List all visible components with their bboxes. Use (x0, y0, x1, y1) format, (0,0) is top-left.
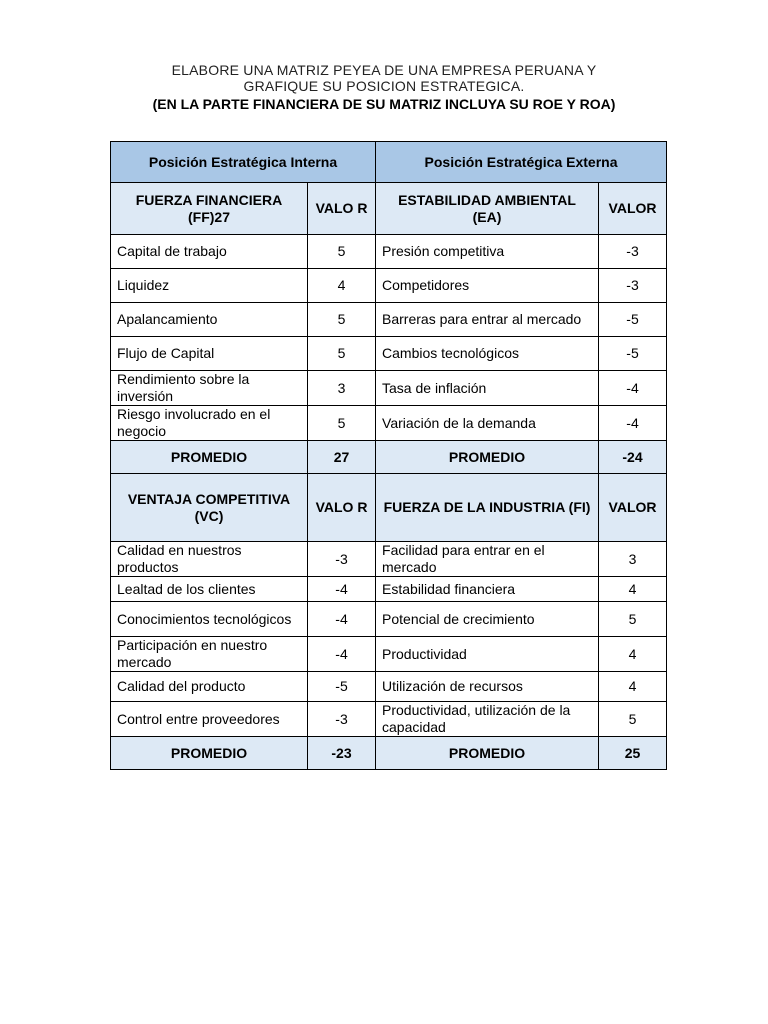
table-row (111, 371, 667, 406)
ea-value-label: VALOR (599, 183, 667, 235)
factor-value: 3 (308, 371, 376, 406)
factor-label: Liquidez (111, 269, 308, 303)
title-line-1: ELABORE UNA MATRIZ PEYEA DE UNA EMPRESA PERUANA Y (171, 62, 597, 78)
average-label: PROMEDIO (376, 441, 599, 474)
table-row (111, 577, 667, 602)
table-row (111, 269, 667, 303)
average-row (111, 737, 667, 770)
factor-value: 5 (308, 337, 376, 371)
factor-value: 4 (599, 637, 667, 672)
title-line-3: (EN LA PARTE FINANCIERA DE SU MATRIZ INCLUYA SU ROE Y ROA) (152, 96, 616, 112)
factor-label: Estabilidad financiera (376, 577, 599, 602)
table-row (111, 602, 667, 637)
factor-label: Participación en nuestro mercado (111, 637, 308, 672)
vc-title: VENTAJA COMPETITIVA (VC) (111, 474, 308, 542)
factor-label: Productividad, utilización de la capacidad (376, 702, 599, 737)
factor-label: Productividad (376, 637, 599, 672)
average-row (111, 441, 667, 474)
table-row (111, 235, 667, 269)
ff-average-value: 27 (308, 441, 376, 474)
fi-title: FUERZA DE LA INDUSTRIA (FI) (376, 474, 599, 542)
internal-position-header: Posición Estratégica Interna (111, 142, 376, 183)
factor-label: Competidores (376, 269, 599, 303)
factor-value: -4 (599, 406, 667, 441)
document-title (0, 62, 768, 113)
factor-value: -4 (308, 637, 376, 672)
factor-value: 3 (599, 542, 667, 577)
factor-label: Calidad en nuestros productos (111, 542, 308, 577)
factor-label: Apalancamiento (111, 303, 308, 337)
table-row (111, 337, 667, 371)
vc-average-value: -23 (308, 737, 376, 770)
factor-value: 4 (599, 577, 667, 602)
average-label: PROMEDIO (111, 441, 308, 474)
factor-label: Utilización de recursos (376, 672, 599, 702)
average-label: PROMEDIO (111, 737, 308, 770)
factor-value: 5 (599, 702, 667, 737)
factor-value: -3 (308, 702, 376, 737)
factor-value: 5 (308, 303, 376, 337)
table-row (111, 672, 667, 702)
title-line-2: GRAFIQUE SU POSICION ESTRATEGICA. (243, 78, 525, 94)
factor-value: -3 (599, 235, 667, 269)
factor-label: Cambios tecnológicos (376, 337, 599, 371)
factor-label: Capital de trabajo (111, 235, 308, 269)
factor-value: -5 (599, 303, 667, 337)
factor-label: Flujo de Capital (111, 337, 308, 371)
ff-title: FUERZA FINANCIERA (FF)27 (111, 183, 308, 235)
factor-value: 5 (308, 235, 376, 269)
table-row (111, 542, 667, 577)
ff-value-label: VALO R (308, 183, 376, 235)
factor-label: Presión competitiva (376, 235, 599, 269)
average-label: PROMEDIO (376, 737, 599, 770)
factor-label: Control entre proveedores (111, 702, 308, 737)
factor-label: Rendimiento sobre la inversión (111, 371, 308, 406)
factor-value: 5 (308, 406, 376, 441)
factor-label: Facilidad para entrar en el mercado (376, 542, 599, 577)
factor-label: Riesgo involucrado en el negocio (111, 406, 308, 441)
factor-value: 4 (599, 672, 667, 702)
factor-value: -3 (308, 542, 376, 577)
ea-average-value: -24 (599, 441, 667, 474)
table-row (111, 702, 667, 737)
fi-average-value: 25 (599, 737, 667, 770)
factor-value: 5 (599, 602, 667, 637)
factor-label: Tasa de inflación (376, 371, 599, 406)
external-position-header: Posición Estratégica Externa (376, 142, 667, 183)
factor-value: 4 (308, 269, 376, 303)
header-row (111, 142, 667, 183)
factor-value: -3 (599, 269, 667, 303)
table-row (111, 637, 667, 672)
factor-label: Variación de la demanda (376, 406, 599, 441)
factor-value: -4 (599, 371, 667, 406)
table-row (111, 406, 667, 441)
factor-value: -5 (599, 337, 667, 371)
fi-value-label: VALOR (599, 474, 667, 542)
factor-value: -5 (308, 672, 376, 702)
ea-title: ESTABILIDAD AMBIENTAL (EA) (376, 183, 599, 235)
peyea-matrix-table (110, 141, 667, 770)
factor-label: Potencial de crecimiento (376, 602, 599, 637)
factor-value: -4 (308, 602, 376, 637)
section-header-row (111, 474, 667, 542)
factor-label: Calidad del producto (111, 672, 308, 702)
factor-label: Lealtad de los clientes (111, 577, 308, 602)
section-header-row (111, 183, 667, 235)
factor-label: Conocimientos tecnológicos (111, 602, 308, 637)
table-row (111, 303, 667, 337)
vc-value-label: VALO R (308, 474, 376, 542)
factor-label: Barreras para entrar al mercado (376, 303, 599, 337)
factor-value: -4 (308, 577, 376, 602)
